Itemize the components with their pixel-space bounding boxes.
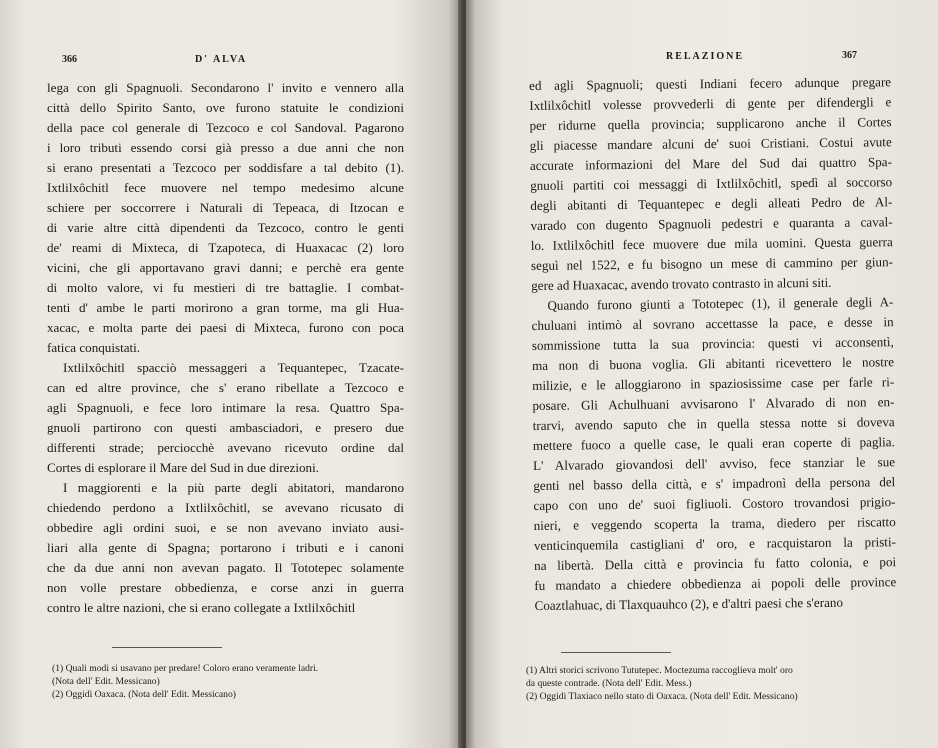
text-line: gere ad Huaxacac, avendo trovato contrasto in alcuni siti. xyxy=(531,274,832,293)
text-line: città dello Spirito Santo, ove furono statuite le condizioni xyxy=(47,100,404,115)
text-line: della pace col generale di Tezcoco e col Sandoval. Pagarono xyxy=(47,120,404,135)
running-head: RELAZIONE xyxy=(666,51,745,62)
text-line: differenti strade; perciocchè avevano ricevuto ordine dal xyxy=(47,440,404,455)
text-line: venticinquemila castigliani d' oro, e racquistaron la pristi- xyxy=(533,534,896,553)
text-line: genti nel basso della città, e s' impadronì della persona del xyxy=(533,474,896,493)
footnote-line: (1) Quali modi si usavano per predare! Coloro erano veramente ladri. xyxy=(52,663,319,674)
text-line: milizie, e le alloggiarono in spaziosissime case per farle ri- xyxy=(532,374,895,393)
text-line: liari alla gente di Spagna; portarono i tributi e i canoni xyxy=(47,540,404,555)
text-line: Coaztlahuac, di Tlaxquauhco (2), e d'altri paesi che s'erano xyxy=(534,594,844,613)
text-line: i loro tributi essendo corsi già presso a due anni che non xyxy=(47,140,404,155)
text-line: contro le altre nazioni, che si erano collegate a Ixtlilxôchitl xyxy=(47,600,356,615)
text-line: per ridurne quella provincia; supplicarono anche il Cortes xyxy=(529,114,892,133)
text-line: non volle prestare obbedienza, e corse anzi in guerra xyxy=(47,580,404,595)
text-line: ma non di buona voglia. Gli abitanti ricevettero le nostre xyxy=(531,354,895,373)
text-line: gnuoli partiti coi messaggi di Ixtlilxôchitl, spedì al soccorso xyxy=(530,174,893,193)
page-number: 367 xyxy=(842,50,857,61)
text-line: lo. Ixtlilxôchitl fece muovere due mila uomini. Questa guerra xyxy=(530,234,893,253)
footnotes xyxy=(526,664,898,703)
text-line: can ed altre province, che s' erano ribellate a Tezcoco e xyxy=(47,380,404,395)
text-line: sommissione tutta la sua provincia: questi vi acconsentì, xyxy=(531,334,894,353)
text-line: posare. Gli Achulhuani avvisarono l' Alvarado di non en- xyxy=(532,394,895,413)
text-line: tenti d' ambe le parti morirono a gran torme, ma gli Hua- xyxy=(47,300,404,315)
text-line: lega con gli Spagnuoli. Secondarono l' invito e vennero alla xyxy=(47,80,404,95)
page-number: 366 xyxy=(62,54,77,65)
text-line: fu mandato a chiedere obbedienza ai popoli delle province xyxy=(534,574,897,593)
text-line: ed agli Spagnuoli; questi Indiani fecero adunque pregare xyxy=(529,74,892,93)
text-line: Ixtlilxôchitl volesse provvederli di gente per difendergli e xyxy=(529,94,892,113)
text-line: si erano presentati a Tezcoco per soddisfare a tal debito (1). xyxy=(47,160,404,175)
text-line: trarvi, avendo saputo che in quella stessa notte si doveva xyxy=(532,414,895,433)
text-line: fatica conquistati. xyxy=(47,340,141,355)
text-line: degli abitanti di Tequantepec e degli alleati Pedro de Al- xyxy=(530,194,893,213)
text-line: agli Spagnuoli, e fece loro intimare la resa. Quattro Spa- xyxy=(47,400,404,415)
text-line: de' reami di Mixteca, di Tzapoteca, di Huaxacac (2) loro xyxy=(47,240,404,255)
text-line: Quando furono giunti a Tototepec (1), il generale degli A- xyxy=(547,294,894,313)
text-line: di molto valore, vi fu mestieri di tre battaglie. I combat- xyxy=(47,280,404,295)
running-head: D' ALVA xyxy=(195,54,248,65)
text-line: accurate informazioni del Mare del Sud dai quattro Spa- xyxy=(529,154,892,173)
text-line: gli piacesse mandare alcuni de' suoi Cristiani. Costui avute xyxy=(529,134,892,153)
text-line: chiedendo perdono a Ixtlilxôchitl, se avevano ricusato di xyxy=(47,500,404,515)
text-line: Cortes di esplorare il Mare del Sud in due direzioni. xyxy=(47,460,319,475)
text-line: chuluani intimò al sovrano accettasse la pace, e desse in xyxy=(531,314,894,333)
text-line: gnuoli partirono con questi ambasciadori, e presero due xyxy=(47,420,404,435)
body-text xyxy=(47,78,404,618)
text-line: obbedire agli ordini suoi, e se non avevano inviato ausi- xyxy=(47,520,404,535)
text-line: schiere per soccorrere i Naturali di Tepeaca, di Itzocan e xyxy=(47,200,404,215)
footnote-line: da queste contrade. (Nota dell' Edit. Mess.) xyxy=(526,678,692,689)
text-line: mettere fuoco a quelle case, le quali eran coperte di paglia. xyxy=(532,434,895,453)
text-line: I maggiorenti e la più parte degli abitatori, mandarono xyxy=(63,480,404,495)
footnotes xyxy=(52,662,407,701)
text-line: che da due anni non avevan pagato. Il Tototepec solamente xyxy=(47,560,404,575)
text-line: seguì nel 1522, e fu bisogno un mese di cammino per giun- xyxy=(530,254,894,273)
footnote-rule xyxy=(561,652,671,653)
text-line: Ixtlilxôchitl spacciò messaggeri a Tequantepec, Tzacate- xyxy=(63,360,404,375)
text-line: na libertà. Della città e provincia fu fatto colonia, e poi xyxy=(534,554,897,573)
footnote-line: (Nota dell' Edit. Messicano) xyxy=(52,676,160,687)
right-page xyxy=(466,0,938,748)
text-line: L' Alvarado giovandosi dell' avviso, fece stanziar le sue xyxy=(533,454,896,473)
footnote-line: (1) Altri storici scrivono Tututepec. Moctezuma raccoglieva molt' oro xyxy=(526,665,793,676)
text-line: varado con dugento Spagnuoli pedestri e quaranta a caval- xyxy=(530,214,893,233)
footnote-line: (2) Oggidì Tlaxiaco nello stato di Oaxaca. (Nota dell' Edit. Messicano) xyxy=(526,691,798,702)
body-text xyxy=(529,72,897,616)
text-line: vicini, che gli apportavano gravi danni; e perchè era gente xyxy=(47,260,404,275)
text-line: di varie altre città dipendenti da Tezcoco, contro le genti xyxy=(47,220,404,235)
text-line: capo con uno de' suoi figliuoli. Costoro trovandosi prigio- xyxy=(533,494,896,513)
text-line: xacac, e molta parte dei paesi di Mixteca, furono con poca xyxy=(47,320,404,335)
footnote-line: (2) Oggidì Oaxaca. (Nota dell' Edit. Messicano) xyxy=(52,689,236,700)
text-line: nieri, e veggendo scoperta la trama, diedero per riscatto xyxy=(533,514,896,533)
footnote-rule xyxy=(112,647,222,648)
text-line: Ixtlilxôchitl fece muovere nel tempo medesimo alcune xyxy=(47,180,404,195)
left-page xyxy=(0,0,462,748)
